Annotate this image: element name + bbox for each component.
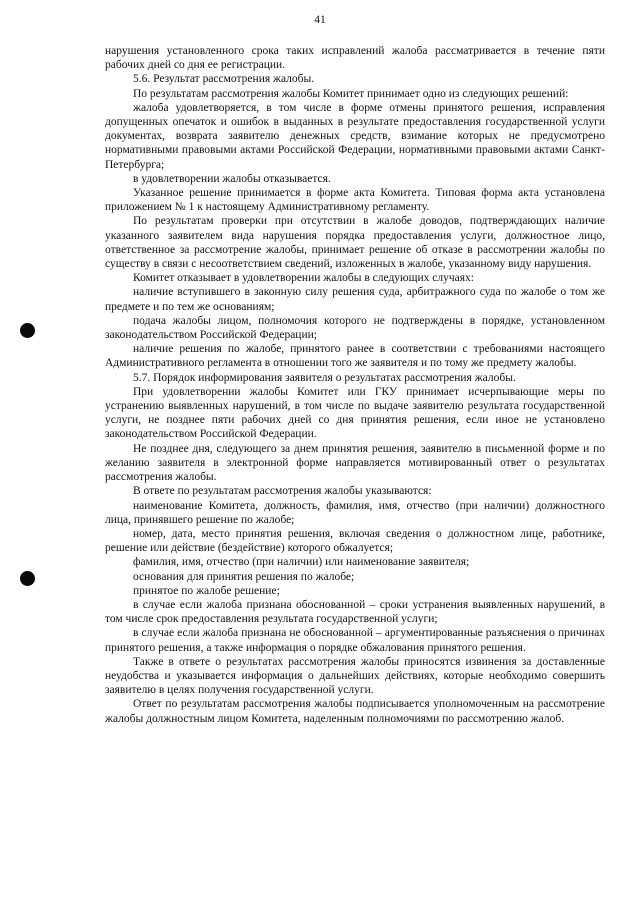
list-item: наличие вступившего в законную силу решения суда, арбитражного суда по жалобе о том же предмете и по тем же основаниям; xyxy=(105,286,605,313)
list-item: основания для принятия решения по жалобе; xyxy=(133,570,355,583)
list-item: номер, дата, место принятия решения, включая сведения о должностном лице, работнике, решение или действие (бездействие) которого обжалуется; xyxy=(105,527,605,555)
page-number: 41 xyxy=(314,14,326,26)
paragraph: По результатам рассмотрения жалобы Комитет принимает одно из следующих решений: xyxy=(133,87,569,100)
paragraph: Ответ по результатам рассмотрения жалобы подписывается уполномоченным на рассмотрение жалобы должностным лицом Комитета, наделенным полномочиями по рассмотрению жалоб. xyxy=(105,698,605,725)
list-item: подача жалобы лицом, полномочия которого не подтверждены в порядке, установленном законодательством Российской Федерации; xyxy=(105,314,605,342)
punch-hole-bottom xyxy=(20,571,35,586)
paragraph: При удовлетворении жалобы Комитет или ГКУ принимает исчерпывающие меры по устранению выявленных нарушений, в том числе по выдаче заявителю результата государственной услуги, не позднее пяти рабочих дней со дня принятия решения, если иное не установлено законодательством Российской Федерации. xyxy=(105,385,605,441)
document-body xyxy=(105,44,605,726)
punch-hole-top xyxy=(20,323,35,338)
paragraph: Не позднее дня, следующего за днем принятия решения, заявителю в письменной форме и по желанию заявителя в электронной форме направляется мотивированный ответ о результатах рассмотрения жалобы. xyxy=(105,442,605,484)
list-item: фамилия, имя, отчество (при наличии) или наименование заявителя; xyxy=(133,556,470,569)
paragraph: Также в ответе о результатах рассмотрения жалобы приносятся извинения за доставленные неудобства и указывается информация о дальнейших действиях, которые необходимо совершить заявителю в целях получения государственной услуги. xyxy=(105,655,605,697)
list-item: в случае если жалоба признана обоснованной – сроки устранения выявленных нарушений, в том числе срок предоставления результата государственной услуги; xyxy=(105,598,605,626)
list-item: наименование Комитета, должность, фамилия, имя, отчество (при наличии) должностного лица, принявшего решение по жалобе; xyxy=(105,499,605,526)
paragraph: По результатам проверки при отсутствии в жалобе доводов, подтверждающих наличие указанного заявителем вида нарушения порядка предоставления услуги, должностное лицо, ответственное за рассмотрение жалобы, принимает решение об отказе в рассмотрении жалобы по существу в связи с несоответствием сведений, изложенных в жалобе, указанному виду нарушения. xyxy=(105,215,605,271)
list-item: принятое по жалобе решение; xyxy=(133,584,280,597)
section-heading-5-6: 5.6. Результат рассмотрения жалобы. xyxy=(133,73,315,86)
list-item: наличие решения по жалобе, принятого ранее в соответствии с требованиями настоящего Административного регламента в отношении того же заявителя и по тому же предмету жалобы. xyxy=(105,343,605,370)
list-item: в удовлетворении жалобы отказывается. xyxy=(133,172,331,185)
paragraph-continuation: нарушения установленного срока таких исправлений жалоба рассматривается в течение пяти рабочих дней со дня ее регистрации. xyxy=(105,45,605,72)
list-item: жалоба удовлетворяется, в том числе в форме отмены принятого решения, исправления допущенных опечаток и ошибок в выданных в результате предоставления государственной услуги документах, возврата заявителю денежных средств, взимание которых не предусмотрено нормативными правовыми актами Российской Федерации, нормативными правовыми актами Санкт-Петербурга; xyxy=(105,101,605,171)
list-item: в случае если жалоба признана не обоснованной – аргументированные разъяснения о причинах принятого решения, а также информация о порядке обжалования принятого решения. xyxy=(105,627,605,654)
paragraph: Указанное решение принимается в форме акта Комитета. Типовая форма акта установлена приложением № 1 к настоящему Административному регламенту. xyxy=(105,187,605,214)
section-heading-5-7: 5.7. Порядок информирования заявителя о результатах рассмотрения жалобы. xyxy=(133,371,516,384)
paragraph: В ответе по результатам рассмотрения жалобы указываются: xyxy=(133,485,432,498)
paragraph: Комитет отказывает в удовлетворении жалобы в следующих случаях: xyxy=(133,272,474,285)
